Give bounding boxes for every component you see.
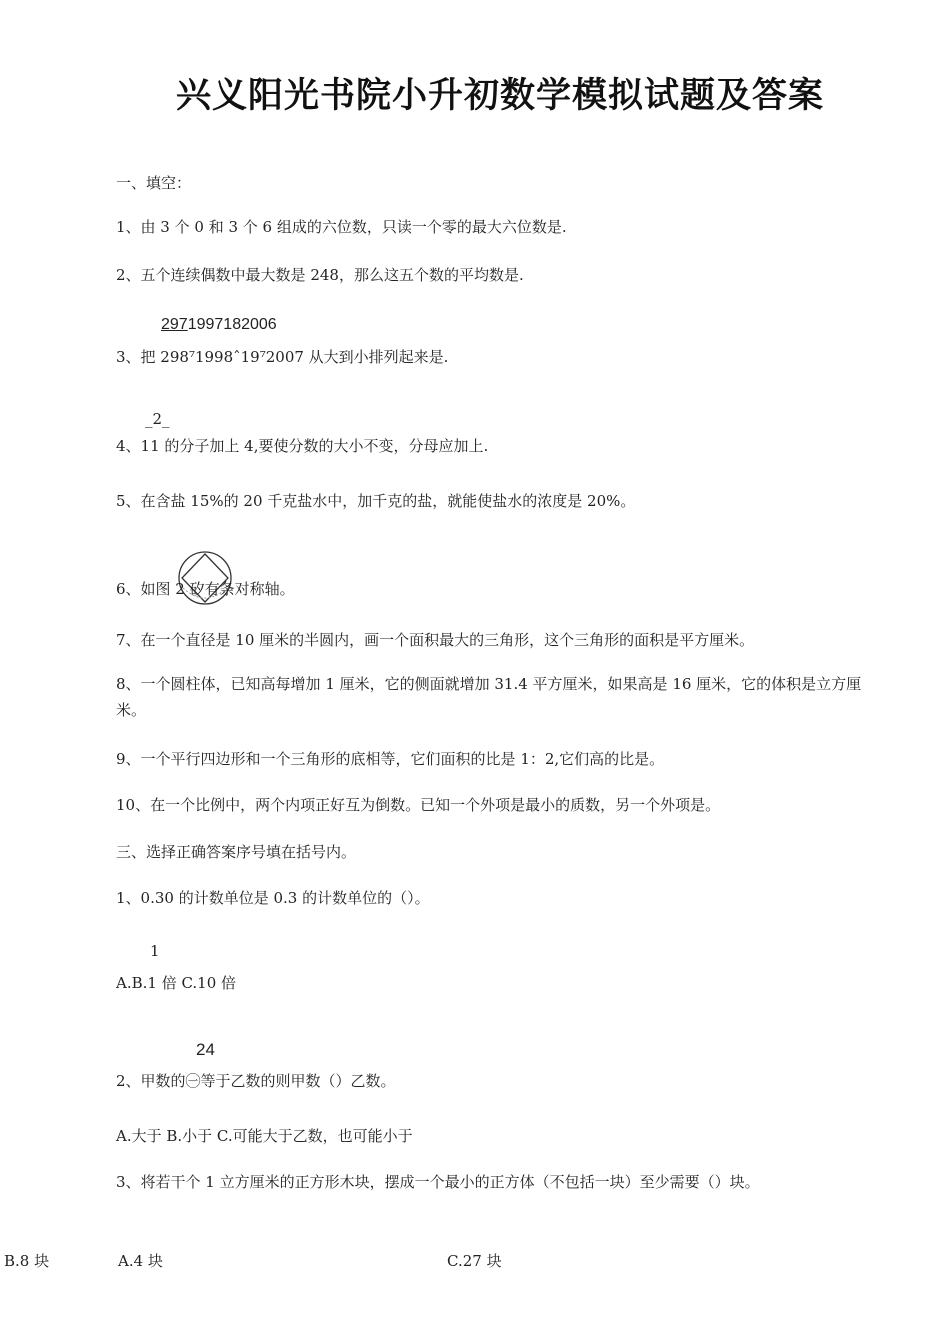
choice-1-options: A.B.1 倍 C.10 倍 bbox=[116, 974, 237, 992]
choice-3-option-c: C.27 块 bbox=[447, 1252, 502, 1270]
section-heading-fill-in: 一、填空： bbox=[116, 174, 192, 192]
question-3: 3、把 298⁷1998ˆ19⁷2007 从大到小排列起来是. bbox=[116, 348, 449, 366]
question-10: 10、在一个比例中，两个内项正好互为倒数。已知一个外项是最小的质数，另一个外项是。 bbox=[116, 796, 721, 814]
question-8: 8、一个圆柱体，已知高每增加 1 厘米，它的侧面就增加 31.4 平方厘米，如果高是 16 厘米，它的体积是立方厘米。 bbox=[116, 675, 862, 719]
choice-3-option-a: A.4 块 bbox=[118, 1252, 163, 1270]
choice-question-1: 1、0.30 的计数单位是 0.3 的计数单位的（）。 bbox=[116, 889, 430, 907]
choice-2-options: A.大于 B.小于 C.可能大于乙数，也可能小于 bbox=[116, 1127, 413, 1145]
question-5: 5、在含盐 15%的 20 千克盐水中，加千克的盐，就能使盐水的浓度是 20%。 bbox=[116, 492, 636, 510]
numerator-underlined: 297 bbox=[161, 316, 188, 333]
question-6: 6、如图 2 矽有条对称轴。 bbox=[116, 580, 295, 598]
choice-question-3: 3、将若干个 1 立方厘米的正方形木块，摆成一个最小的正方体（不包括一块）至少需要（）块。 bbox=[116, 1173, 760, 1191]
question-7: 7、在一个直径是 10 厘米的半圆内，画一个面积最大的三角形，这个三角形的面积是平方厘米。 bbox=[116, 631, 755, 649]
numerator-rest: 1997182006 bbox=[187, 316, 277, 333]
question-9: 9、一个平行四边形和一个三角形的底相等，它们面积的比是 1：2,它们高的比是。 bbox=[116, 750, 665, 768]
section-heading-multiple-choice: 三、选择正确答案序号填在括号内。 bbox=[116, 843, 357, 861]
choice-question-2: 2、甲数的㊀等于乙数的则甲数（）乙数。 bbox=[116, 1072, 396, 1090]
question-1: 1、由 3 个 0 和 3 个 6 组成的六位数，只读一个零的最大六位数是. bbox=[116, 218, 567, 236]
question-3-numerators bbox=[161, 316, 277, 334]
question-4: 4、11 的分子加上 4,要使分数的大小不变，分母应加上. bbox=[116, 437, 489, 455]
question-4-fraction-numerator: _2_ bbox=[145, 410, 170, 428]
choice-2-fraction-numerator: 24 bbox=[196, 1040, 215, 1059]
choice-1-fraction-numerator: 1 bbox=[150, 942, 160, 960]
question-2: 2、五个连续偶数中最大数是 248，那么这五个数的平均数是. bbox=[116, 266, 524, 284]
document-title: 兴义阳光书院小升初数学模拟试题及答案 bbox=[175, 76, 824, 116]
choice-3-option-b: B.8 块 bbox=[4, 1252, 50, 1270]
